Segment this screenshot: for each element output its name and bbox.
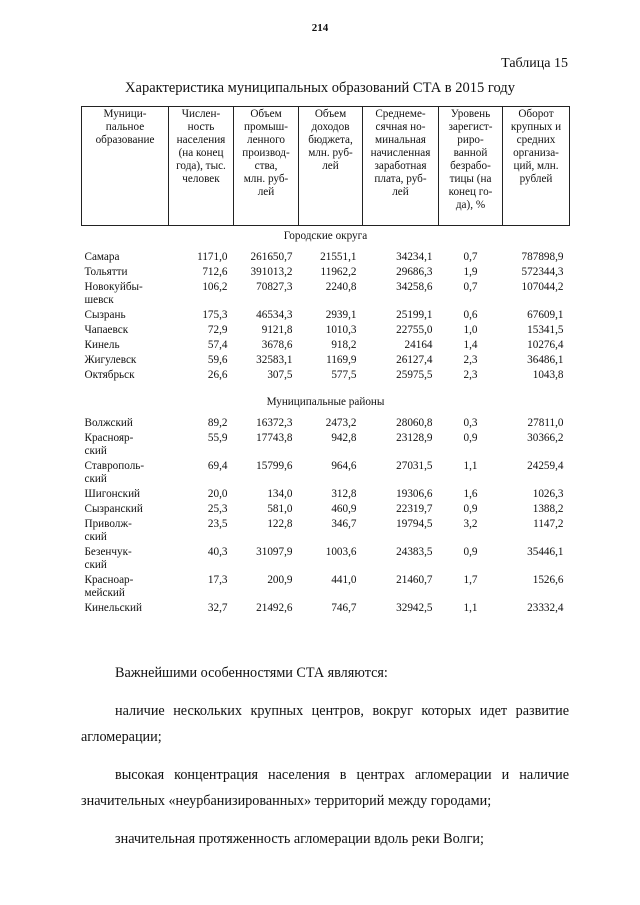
cell-municipality: Тольятти — [84, 266, 128, 278]
cell-industry: 21492,6 — [256, 602, 293, 614]
col-header-wage: Среднеме- сячная но- минальная начисленная заработная плата, руб- лей — [363, 107, 439, 226]
cell-industry: 46534,3 — [256, 309, 293, 321]
table-header-row — [82, 107, 570, 226]
cell-municipality: Сызрань — [84, 309, 126, 321]
table-row — [82, 602, 570, 617]
cell-turnover: 67609,1 — [527, 309, 564, 321]
cell-unemployment: 0,9 — [463, 503, 478, 515]
cell-wage: 25975,5 — [396, 369, 433, 381]
table-row — [82, 369, 570, 384]
table-row — [82, 518, 570, 546]
cell-wage: 24383,5 — [396, 546, 433, 558]
cell-wage: 19794,5 — [396, 518, 433, 530]
cell-budget: 21551,1 — [320, 251, 357, 263]
cell-industry: 15799,6 — [256, 460, 293, 472]
cell-budget: 746,7 — [331, 602, 357, 614]
cell-population: 89,2 — [207, 417, 228, 429]
cell-budget: 2939,1 — [325, 309, 357, 321]
cell-budget: 11962,2 — [320, 266, 357, 278]
cell-municipality: Жигулевск — [84, 354, 137, 366]
cell-population: 55,9 — [207, 432, 228, 444]
col-header-industry: Объем промыш- ленного производ- ства, млн. руб- лей — [234, 107, 299, 226]
col-header-unemployment: Уровень зарегист- риро- ванной безрабо- тицы (на конец го- да), % — [439, 107, 503, 226]
cell-population: 69,4 — [207, 460, 228, 472]
cell-industry: 261650,7 — [250, 251, 293, 263]
table-row — [82, 251, 570, 266]
cell-wage: 22319,7 — [396, 503, 433, 515]
cell-population: 175,3 — [202, 309, 228, 321]
table-row — [82, 460, 570, 488]
cell-budget: 312,8 — [331, 488, 357, 500]
col-header-population: Числен- ность населения (на конец года), тыс. человек — [169, 107, 234, 226]
cell-industry: 32583,1 — [256, 354, 293, 366]
cell-population: 59,6 — [207, 354, 228, 366]
cell-turnover: 24259,4 — [527, 460, 564, 472]
cell-turnover: 572344,3 — [521, 266, 564, 278]
cell-municipality: Чапаевск — [84, 324, 129, 336]
table-row — [82, 266, 570, 281]
cell-wage: 25199,1 — [396, 309, 433, 321]
paragraph: Важнейшими особенностями СТА являются: — [115, 665, 388, 681]
cell-industry: 134,0 — [267, 488, 293, 500]
cell-turnover: 36486,1 — [527, 354, 564, 366]
table-row — [82, 339, 570, 354]
cell-unemployment: 1,9 — [463, 266, 478, 278]
cell-wage: 23128,9 — [396, 432, 433, 444]
cell-industry: 122,8 — [267, 518, 293, 530]
cell-municipality: Сызранский — [84, 503, 143, 515]
cell-turnover: 107044,2 — [521, 281, 564, 293]
cell-municipality: Приволж- ский — [84, 518, 132, 543]
table-row — [82, 574, 570, 602]
cell-wage: 26127,4 — [396, 354, 433, 366]
cell-turnover: 787898,9 — [521, 251, 564, 263]
cell-population: 25,3 — [207, 503, 228, 515]
cell-unemployment: 0,9 — [463, 546, 478, 558]
cell-budget: 1010,3 — [325, 324, 357, 336]
col-header-budget: Объем доходов бюджета, млн. руб- лей — [299, 107, 363, 226]
body-text — [81, 660, 569, 864]
cell-industry: 31097,9 — [256, 546, 293, 558]
paragraph: высокая концентрация населения в центрах агломерации и наличие значительных «неурбанизированных» территорий между городами; — [81, 767, 569, 809]
cell-budget: 918,2 — [331, 339, 357, 351]
municipal-stats-table — [81, 106, 570, 617]
cell-population: 26,6 — [207, 369, 228, 381]
cell-industry: 9121,8 — [261, 324, 293, 336]
cell-industry: 200,9 — [267, 574, 293, 586]
cell-turnover: 1388,2 — [532, 503, 564, 515]
cell-turnover: 27811,0 — [527, 417, 564, 429]
cell-unemployment: 1,0 — [463, 324, 478, 336]
cell-unemployment: 0,7 — [463, 281, 478, 293]
cell-budget: 942,8 — [331, 432, 357, 444]
table-row — [82, 417, 570, 432]
cell-population: 40,3 — [207, 546, 228, 558]
cell-municipality: Красноар- мейский — [84, 574, 134, 599]
cell-municipality: Самара — [84, 251, 120, 263]
cell-wage: 22755,0 — [396, 324, 433, 336]
section-header-districts: Муниципальные районы — [266, 396, 385, 408]
cell-population: 17,3 — [207, 574, 228, 586]
table-row — [82, 309, 570, 324]
cell-wage: 19306,6 — [396, 488, 433, 500]
cell-population: 32,7 — [207, 602, 228, 614]
cell-industry: 3678,6 — [261, 339, 293, 351]
cell-budget: 964,6 — [331, 460, 357, 472]
cell-budget: 441,0 — [331, 574, 357, 586]
table-row — [82, 432, 570, 460]
cell-industry: 391013,2 — [250, 266, 293, 278]
table-row — [82, 546, 570, 574]
table-row — [82, 488, 570, 503]
cell-unemployment: 2,3 — [463, 369, 478, 381]
cell-turnover: 35446,1 — [527, 546, 564, 558]
cell-wage: 34234,1 — [396, 251, 433, 263]
cell-budget: 577,5 — [331, 369, 357, 381]
cell-industry: 16372,3 — [256, 417, 293, 429]
cell-municipality: Краснояр- ский — [84, 432, 134, 457]
cell-municipality: Кинель — [84, 339, 120, 351]
cell-unemployment: 1,1 — [463, 602, 478, 614]
cell-municipality: Новокуйбы- шевск — [84, 281, 143, 306]
cell-population: 106,2 — [202, 281, 228, 293]
cell-unemployment: 3,2 — [463, 518, 478, 530]
table-row — [82, 354, 570, 369]
cell-unemployment: 1,7 — [463, 574, 478, 586]
cell-population: 23,5 — [207, 518, 228, 530]
cell-budget: 1169,9 — [326, 354, 357, 366]
cell-turnover: 1147,2 — [533, 518, 564, 530]
cell-budget: 346,7 — [331, 518, 357, 530]
cell-turnover: 30366,2 — [527, 432, 564, 444]
cell-budget: 1003,6 — [325, 546, 357, 558]
section-header-urban: Городские округа — [283, 230, 368, 242]
cell-wage: 21460,7 — [396, 574, 433, 586]
cell-industry: 581,0 — [267, 503, 293, 515]
cell-wage: 24164 — [404, 339, 433, 351]
cell-population: 57,4 — [207, 339, 228, 351]
cell-municipality: Безенчук- ский — [84, 546, 132, 571]
cell-unemployment: 0,3 — [463, 417, 478, 429]
table-label: Таблица 15 — [501, 56, 568, 71]
paragraph: значительная протяженность агломерации вдоль реки Волги; — [115, 831, 484, 847]
table-title: Характеристика муниципальных образований СТА в 2015 году — [125, 80, 515, 96]
cell-municipality: Кинельский — [84, 602, 142, 614]
cell-turnover: 1026,3 — [532, 488, 564, 500]
cell-municipality: Ставрополь- ский — [84, 460, 145, 485]
cell-municipality: Волжский — [84, 417, 133, 429]
table-row — [82, 503, 570, 518]
cell-population: 20,0 — [207, 488, 228, 500]
cell-unemployment: 0,7 — [463, 251, 478, 263]
cell-industry: 307,5 — [267, 369, 293, 381]
cell-unemployment: 1,1 — [463, 460, 478, 472]
cell-wage: 29686,3 — [396, 266, 433, 278]
cell-population: 712,6 — [202, 266, 228, 278]
cell-unemployment: 2,3 — [463, 354, 478, 366]
cell-turnover: 15341,5 — [527, 324, 564, 336]
cell-wage: 28060,8 — [396, 417, 433, 429]
cell-unemployment: 1,4 — [463, 339, 478, 351]
cell-unemployment: 1,6 — [463, 488, 478, 500]
col-header-turnover: Оборот крупных и средних организа- ций, млн. рублей — [503, 107, 570, 226]
cell-municipality: Шигонский — [84, 488, 141, 500]
cell-wage: 27031,5 — [396, 460, 433, 472]
cell-unemployment: 0,9 — [463, 432, 478, 444]
cell-wage: 32942,5 — [396, 602, 433, 614]
cell-turnover: 1043,8 — [532, 369, 564, 381]
table-row — [82, 281, 570, 309]
cell-population: 72,9 — [207, 324, 228, 336]
cell-budget: 460,9 — [331, 503, 357, 515]
cell-population: 1171,0 — [197, 251, 228, 263]
cell-wage: 34258,6 — [396, 281, 433, 293]
col-header-municipality: Муници- пальное образование — [82, 107, 169, 226]
cell-industry: 70827,3 — [256, 281, 293, 293]
cell-turnover: 23332,4 — [527, 602, 564, 614]
table-row — [82, 324, 570, 339]
cell-turnover: 1526,6 — [532, 574, 564, 586]
cell-industry: 17743,8 — [256, 432, 293, 444]
cell-municipality: Октябрьск — [84, 369, 135, 381]
cell-unemployment: 0,6 — [463, 309, 478, 321]
paragraph: наличие нескольких крупных центров, вокруг которых идет развитие агломерации; — [81, 703, 569, 745]
page-number: 214 — [311, 22, 329, 34]
cell-budget: 2473,2 — [325, 417, 357, 429]
cell-turnover: 10276,4 — [527, 339, 564, 351]
cell-budget: 2240,8 — [325, 281, 357, 293]
